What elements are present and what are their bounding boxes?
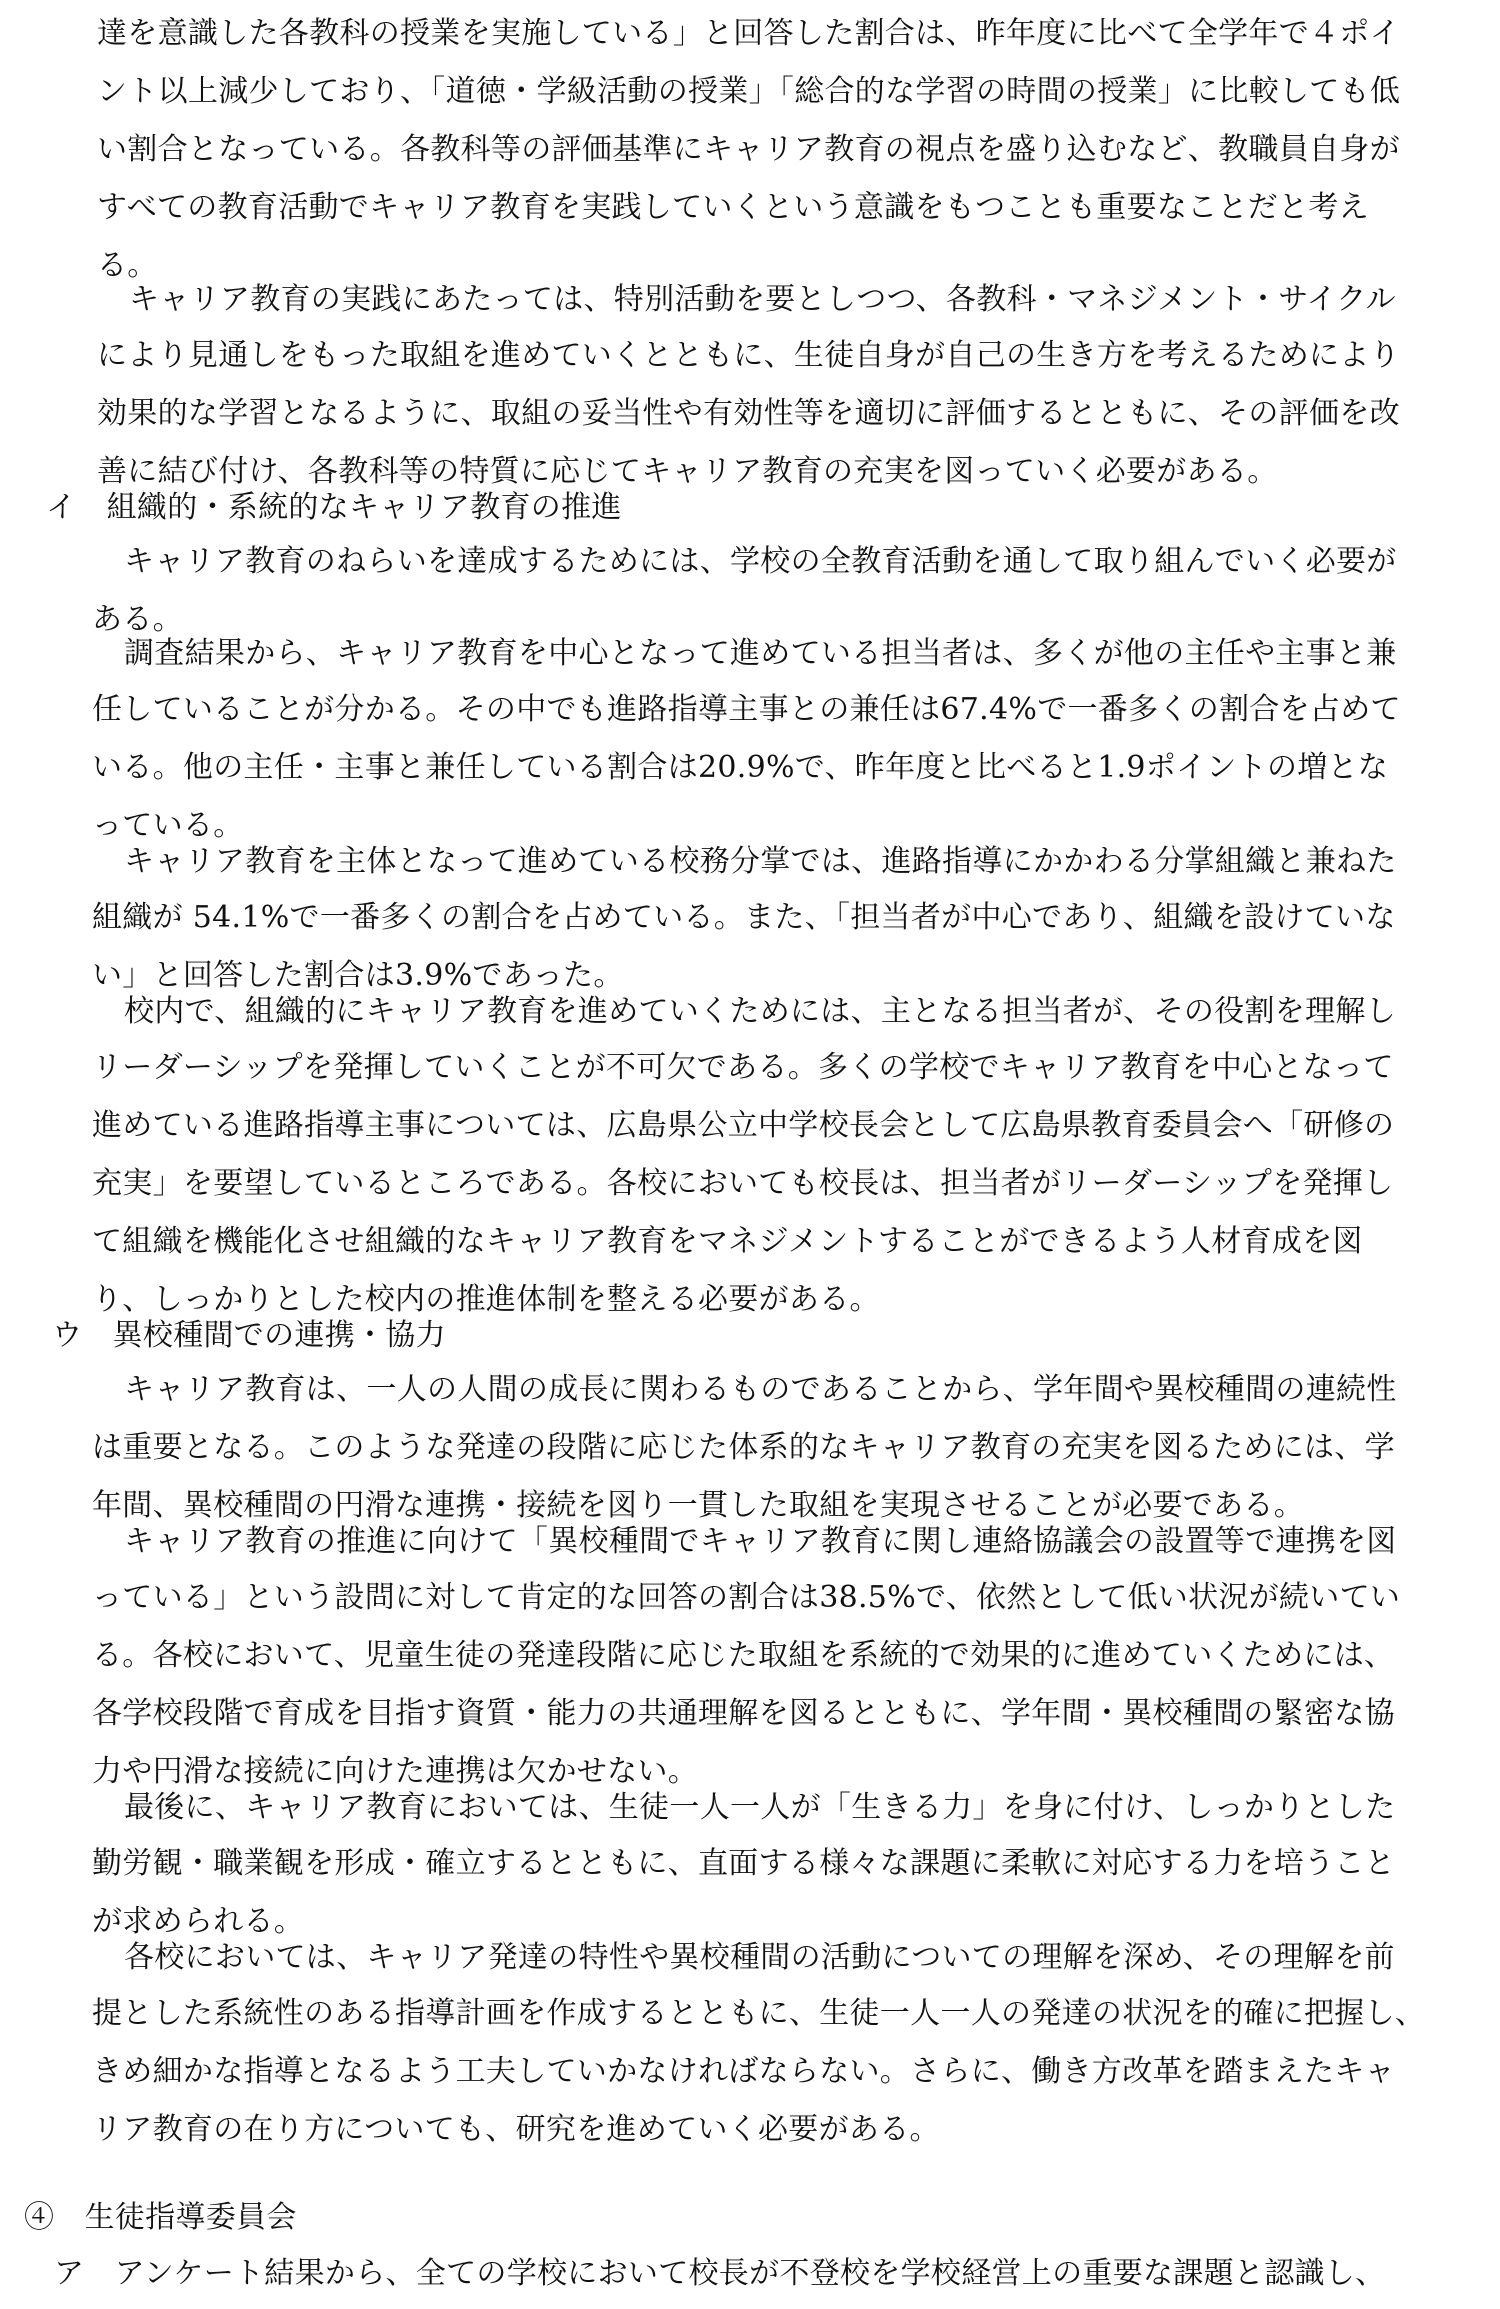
section-heading-i: イ 組織的・系統的なキャリア教育の推進: [46, 490, 622, 525]
text-line: により見通しをもった取組を進めていくとともに、生徒自身が自己の生き方を考えるためにより: [97, 338, 1400, 373]
text-line: い」と回答した割合は3.9%であった。: [92, 958, 624, 993]
text-line: 力や円滑な接続に向けた連携は欠かせない。: [92, 1754, 698, 1789]
text-line: ント以上減少しており、「道徳・学級活動の授業」「総合的な学習の時間の授業」に比較しても低: [97, 74, 1401, 109]
text-line: キャリア教育の推進に向けて「異校種間でキャリア教育に関し連絡協議会の設置等で連携を図: [124, 1524, 1397, 1559]
text-line: 効果的な学習となるように、取組の妥当性や有効性等を適切に評価するとともに、その評価を改: [97, 396, 1400, 431]
text-line: る。各校において、児童生徒の発達段階に応じた取組を系統的で効果的に進めていくためには、: [92, 1638, 1395, 1673]
text-line: ア アンケート結果から、全ての学校において校長が不登校を学校経営上の重要な課題と認識し、: [54, 2256, 1386, 2291]
text-line: 調査結果から、キャリア教育を中心となって進めている担当者は、多くが他の主任や主事と兼: [124, 636, 1397, 671]
text-line: い割合となっている。各教科等の評価基準にキャリア教育の視点を盛り込むなど、教職員自身が: [97, 132, 1400, 167]
text-line: 善に結び付け、各教科等の特質に応じてキャリア教育の充実を図っていく必要がある。: [97, 454, 1278, 489]
text-line: 任していることが分かる。その中でも進路指導主事との兼任は67.4%で一番多くの割合を占めて: [92, 692, 1401, 727]
text-line: 進めている進路指導主事については、広島県公立中学校長会として広島県教育委員会へ「研修の: [92, 1108, 1395, 1143]
text-line: 充実」を要望しているところである。各校においても校長は、担当者がリーダーシップを発揮し: [92, 1166, 1394, 1201]
text-line: っている」という設問に対して肯定的な回答の割合は38.5%で、依然として低い状況が続いてい: [92, 1580, 1401, 1615]
text-line: キャリア教育の実践にあたっては、特別活動を要としつつ、各教科・マネジメント・サイクル: [129, 282, 1396, 317]
text-line: 勤労観・職業観を形成・確立するとともに、直面する様々な課題に柔軟に対応する力を培うこと: [92, 1846, 1395, 1881]
text-line: ある。: [92, 602, 183, 637]
text-line: り、しっかりとした校内の推進体制を整える必要がある。: [92, 1282, 880, 1317]
text-line: っている。: [92, 808, 244, 843]
section-heading-4: ④ 生徒指導委員会: [24, 2200, 297, 2235]
text-line: 提とした系統性のある指導計画を作成するとともに、生徒一人一人の発達の状況を的確に把握し、: [92, 1996, 1426, 2031]
text-line: 校内で、組織的にキャリア教育を進めていくためには、主となる担当者が、その役割を理解し: [124, 994, 1396, 1029]
text-line: 最後に、キャリア教育においては、生徒一人一人が「生きる力」を身に付け、しっかりとした: [124, 1790, 1396, 1825]
text-line: 組織が 54.1%で一番多くの割合を占めている。また、「担当者が中心であり、組織を設けていな: [92, 900, 1396, 935]
text-line: いる。他の主任・主事と兼任している割合は20.9%で、昨年度と比べると1.9ポイントの増とな: [92, 750, 1389, 785]
text-line: きめ細かな指導となるよう工夫していかなければならない。さらに、働き方改革を踏まえたキャ: [92, 2054, 1395, 2089]
text-line: る。: [97, 248, 158, 283]
text-line: リア教育の在り方についても、研究を進めていく必要がある。: [92, 2112, 940, 2147]
text-line: 各校においては、キャリア発達の特性や異校種間の活動についての理解を深め、その理解を前: [124, 1940, 1395, 1975]
text-line: キャリア教育を主体となって進めている校務分掌では、進路指導にかかわる分掌組織と兼ねた: [124, 844, 1397, 879]
text-line: すべての教育活動でキャリア教育を実践していくという意識をもつことも重要なことだと考え: [97, 190, 1369, 225]
text-line: 年間、異校種間の円滑な連携・接続を図り一貫した取組を実現させることが必要である。: [92, 1488, 1304, 1523]
text-line: 各学校段階で育成を目指す資質・能力の共通理解を図るとともに、学年間・異校種間の緊密な協: [92, 1696, 1395, 1731]
text-line: が求められる。: [92, 1904, 305, 1939]
text-line: キャリア教育のねらいを達成するためには、学校の全教育活動を通して取り組んでいく必要が: [124, 544, 1397, 579]
text-line: リーダーシップを発揮していくことが不可欠である。多くの学校でキャリア教育を中心となって: [92, 1050, 1394, 1085]
text-line: て組織を機能化させ組織的なキャリア教育をマネジメントすることができるよう人材育成を図: [92, 1224, 1363, 1259]
text-line: 達を意識した各教科の授業を実施している」と回答した割合は、昨年度に比べて全学年で４ポイ: [97, 16, 1400, 51]
text-line: キャリア教育は、一人の人間の成長に関わるものであることから、学年間や異校種間の連続性: [124, 1372, 1397, 1407]
text-line: は重要となる。このような発達の段階に応じた体系的なキャリア教育の充実を図るためには、学: [92, 1430, 1395, 1465]
section-heading-u: ウ 異校種間での連携・協力: [52, 1318, 446, 1353]
